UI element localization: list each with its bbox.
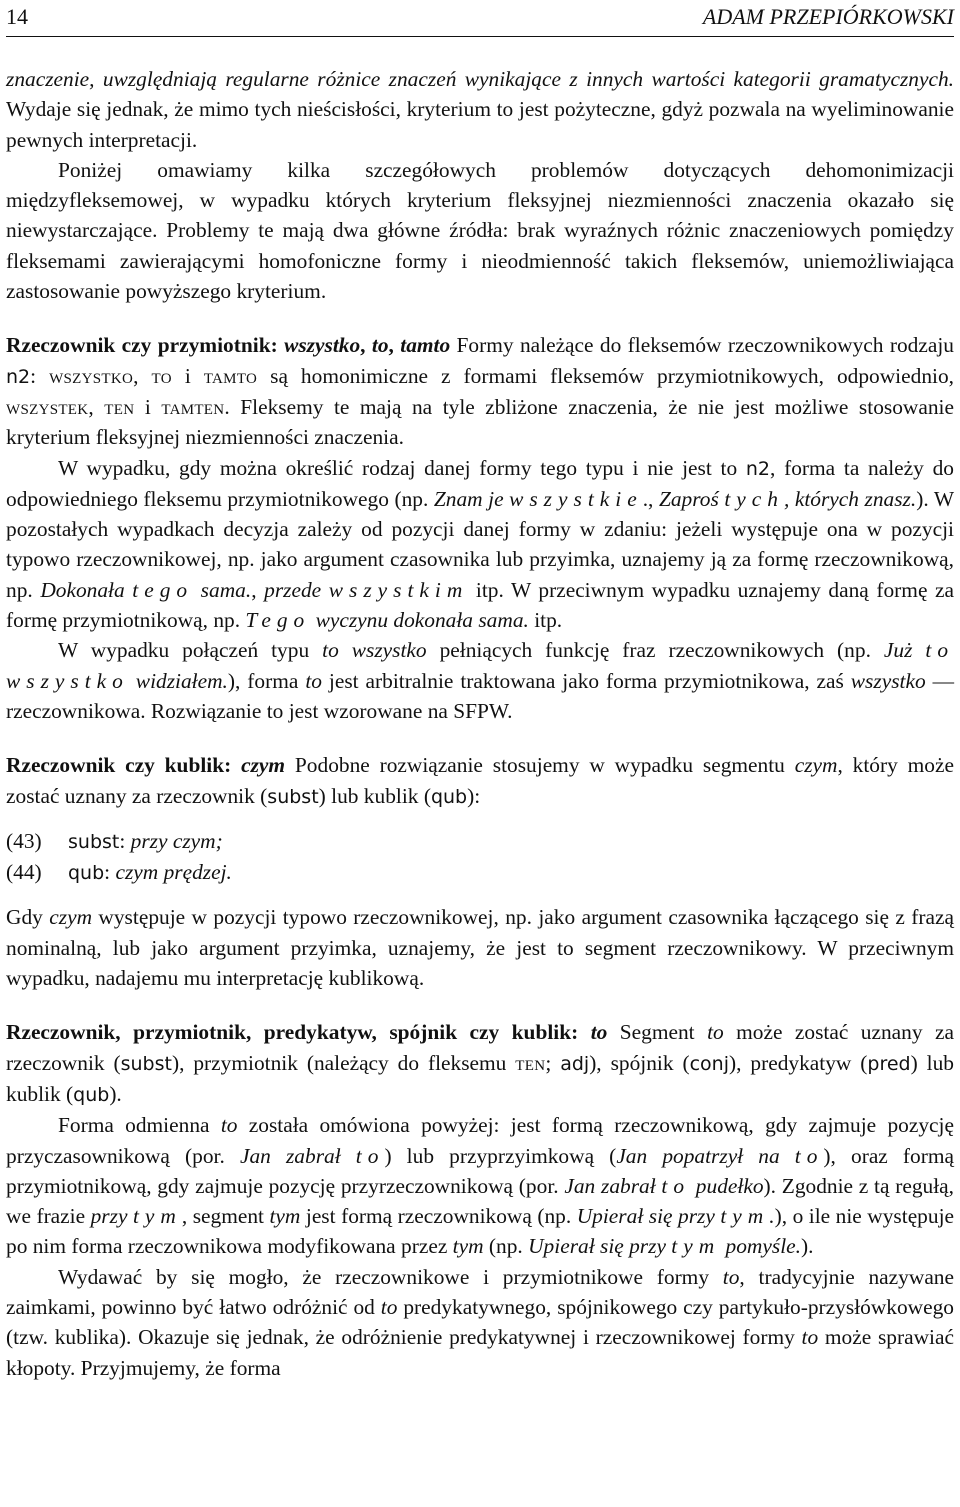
- text: ), forma: [227, 668, 306, 693]
- heading-word: to: [590, 1020, 608, 1045]
- text: predykatywnego, spójnikowego czy partykuło-przysłówkowego (tzw. kublika). Okazuje się jednak, że odróżnienie predykatywnej i rzeczownikowej formy: [6, 1294, 954, 1350]
- example: , których znasz.: [783, 486, 917, 511]
- example: to: [305, 668, 322, 693]
- tag: qub: [73, 1083, 110, 1106]
- example-number: (43): [6, 828, 42, 853]
- tag: subst: [120, 1052, 172, 1075]
- tag: pred: [867, 1052, 911, 1075]
- lexeme: ten: [515, 1050, 546, 1075]
- text: Formy należące do fleksemów rzeczownikowych rodzaju: [450, 333, 954, 358]
- example: czym: [49, 905, 93, 930]
- example-spaced: wszystkie: [509, 486, 643, 511]
- text: Wydawać by się mogło, że rzeczownikowe i przymiotnikowe formy: [58, 1264, 723, 1289]
- lexeme: to: [151, 363, 172, 388]
- heading-word: to: [371, 333, 389, 358]
- example-list: [6, 826, 954, 889]
- text: ), predykatyw (: [729, 1050, 868, 1075]
- text: ), o ile nie występuje po nim forma rzeczownikowa modyfikowana przez: [6, 1204, 955, 1259]
- heading-sep: ,: [360, 333, 366, 358]
- section-noun-or-kublik: [6, 750, 954, 812]
- lexeme: tamten: [161, 394, 225, 419]
- section-to: [6, 1017, 954, 1110]
- lexeme: tamto: [203, 363, 258, 388]
- text: ) lub kublik (: [318, 783, 431, 808]
- text: jest arbitralnie traktowana jako forma przymiotnikowa, zaś: [321, 668, 851, 693]
- example-spaced: to: [794, 1143, 824, 1168]
- header-rule: [6, 36, 954, 37]
- example: Znam je: [433, 486, 510, 511]
- page-header: [6, 0, 954, 42]
- text: . Fleksemy te mają na tyle zbliżone znaczenia, że nie jest możliwe stosowanie kryterium fleksyjnej niezmienności znaczenia.: [6, 394, 954, 450]
- tag: qub: [430, 785, 468, 808]
- text: ;: [545, 1050, 561, 1075]
- text: jest formą rzeczownikową (np.: [300, 1204, 577, 1229]
- running-title: ADAM PRZEPIÓRKOWSKI: [702, 4, 954, 29]
- text: itp.: [528, 608, 563, 633]
- example: widziałem.: [128, 668, 228, 693]
- text: może sprawiać kłopoty. Przyjmujemy, że forma: [6, 1325, 954, 1380]
- example-spaced: Tego: [245, 608, 311, 633]
- heading-word: wszystko: [284, 333, 361, 358]
- section-heading: Rzeczownik, przymiotnik, predykatyw, spójnik czy kublik:: [6, 1020, 579, 1045]
- example: tym: [452, 1234, 484, 1259]
- text: ). W pozostałych wypadkach decyzja zależy od pozycji danej formy w zdaniu: jeżeli występuje ona w pozycji typowo rzeczownikowej, np. jako argument czasownika lub przyimka, uznajemy ją za formę rzeczownikową, np.: [6, 486, 955, 602]
- example: Jan zabrał: [564, 1173, 662, 1198]
- text: — rzeczownikowa. Rozwiązanie to jest wzorowane na SFPW.: [6, 668, 954, 723]
- paragraph-to-inflected: [6, 1110, 954, 1261]
- example: Dokonała: [40, 577, 133, 602]
- text: W wypadku połączeń typu: [58, 638, 323, 663]
- example: to: [380, 1294, 398, 1319]
- paragraph-czym-rule: [6, 902, 954, 993]
- example-number: (44): [6, 860, 42, 885]
- text: Wydaje się jednak, że mimo tych nieścisłości, kryterium to jest pożyteczne, gdyż pozwala na wyeliminowanie pewnych interpretacji.: [6, 97, 954, 152]
- example: to: [220, 1113, 238, 1138]
- section-heading: Rzeczownik czy przymiotnik:: [6, 333, 278, 358]
- example-spaced: tego: [132, 577, 194, 602]
- text: ), spójnik (: [589, 1050, 690, 1075]
- text: Gdy: [6, 905, 50, 930]
- example: to: [801, 1325, 819, 1350]
- text: może zostać uznany za rzeczownik (: [6, 1020, 954, 1075]
- tag: conj: [689, 1052, 729, 1075]
- example-spaced: tych: [724, 486, 784, 511]
- text: pełniących funkcję fraz rzeczownikowych (np.: [426, 638, 884, 663]
- example: wszystko: [850, 668, 926, 693]
- paragraph-rule-gender: [6, 453, 954, 636]
- tag: adj: [560, 1052, 590, 1075]
- lexeme: wszystek: [6, 394, 89, 419]
- example: Upierał się przy: [528, 1234, 672, 1259]
- section-noun-or-adjective: [6, 330, 954, 452]
- text: ) lub kublik (: [6, 1050, 954, 1106]
- tag: qub: [68, 862, 105, 885]
- example: przede: [264, 577, 329, 602]
- text: W wypadku, gdy można określić rodzaj danej formy tego typu i nie jest to: [58, 455, 746, 480]
- paragraph-intro: [6, 64, 954, 155]
- example: to wszystko: [322, 638, 427, 663]
- text: :: [30, 363, 50, 388]
- example: pomyśle.: [720, 1234, 801, 1259]
- example: pudełko: [690, 1173, 764, 1198]
- example: Jan popatrzył na: [616, 1143, 795, 1168]
- paragraph-overview: Poniżej omawiamy kilka szczegółowych problemów dotyczących dehomonimizacji międzyfleksemowej, w wypadku których kryterium fleksyjnej niezmienności znaczenia okazało się niewystarczające. Problemy te mają dwa główne źródła: brak wyraźnych różnic znaczeniowych pomiędzy fleksemami zawierającymi homofoniczne formy i nieodmienność takich fleksemów, uniemożliwiająca zastosowanie powyższego kryterium.: [6, 157, 954, 304]
- text: ), przymiotnik (należący do fleksemu: [171, 1050, 516, 1075]
- example: Upierał się przy: [576, 1204, 721, 1229]
- text: ).: [800, 1234, 814, 1259]
- example: Już: [883, 638, 926, 663]
- example: przy: [90, 1204, 133, 1229]
- example: sama.: [193, 577, 252, 602]
- example: .: [769, 1204, 775, 1229]
- text: występuje w pozycji typowo rzeczownikowej, np. jako argument czasownika łączącego się z frazą nominalną, lub jako argument przyimka, uznajemy, że jest to segment rzeczownikowy. W przeciwnym wypadku, nadajemu mu interpretację kublikową.: [6, 905, 955, 991]
- example: to: [722, 1264, 740, 1289]
- section-heading: Rzeczownik czy kublik:: [6, 753, 232, 778]
- page: [6, 0, 954, 1383]
- text: , tradycyjnie nazywane zaimkami, powinno być łatwo odróżnić od: [6, 1264, 954, 1319]
- example: Zaproś: [658, 486, 725, 511]
- example-spaced: to: [661, 1173, 691, 1198]
- text: ), oraz formą przymiotnikową, gdy zajmuje pozycję przyrzeczownikową (por.: [6, 1143, 954, 1198]
- tag: n2: [745, 457, 771, 480]
- italic-text: znaczenie, uwzględniają regularne różnice znaczeń wynikające z innych wartości kategorii gramatycznych.: [6, 67, 954, 91]
- tag: subst: [267, 785, 319, 808]
- text: została omówiona powyżej: jest formą rzeczownikową, gdy zajmuje pozycję przyczasownikową (por.: [6, 1113, 954, 1168]
- example-spaced: tym: [132, 1204, 182, 1229]
- text: Podobne rozwiązanie stosujemy w wypadku segmentu: [285, 753, 795, 778]
- page-number: 14: [6, 4, 28, 29]
- example-spaced: to: [355, 1143, 385, 1168]
- text: , segment: [181, 1204, 270, 1229]
- text: itp. W przeciwnym wypadku uznajemy daną formę za formę przymiotnikową, np.: [6, 577, 954, 633]
- text: ,: [251, 577, 265, 602]
- text: :: [104, 860, 116, 885]
- text: ,: [133, 363, 152, 388]
- text: , który może zostać uznany za rzeczownik (: [6, 753, 954, 808]
- text: ,: [88, 394, 105, 419]
- example: wyczynu dokonała sama.: [310, 608, 529, 633]
- heading-word: tamto: [400, 333, 451, 358]
- text: (np.: [483, 1234, 529, 1259]
- example: czym: [794, 753, 838, 778]
- example-item: [6, 857, 954, 888]
- example-item: [6, 826, 954, 857]
- example: czym prędzej.: [115, 860, 232, 885]
- heading-sep: ,: [388, 333, 394, 358]
- example: przy czym;: [130, 828, 223, 853]
- example-spaced: tym: [720, 1204, 770, 1229]
- text: , forma ta należy do odpowiedniego fleksemu przymiotnikowego (np.: [6, 455, 954, 511]
- paragraph-rule-phrases: [6, 635, 954, 726]
- text: ):: [467, 783, 481, 808]
- tag: n2: [6, 365, 31, 388]
- example-spaced: wszystkim: [328, 577, 469, 602]
- text: i: [171, 363, 204, 388]
- text: Segment: [607, 1020, 708, 1045]
- text: :: [119, 828, 131, 853]
- text: Forma odmienna: [58, 1113, 221, 1138]
- lexeme: ten: [104, 394, 135, 419]
- text: ). Zgodnie z tą regułą, we frazie: [6, 1173, 954, 1229]
- example-spaced: wszystko: [6, 668, 129, 693]
- example-spaced: to: [925, 638, 955, 663]
- text: są homonimiczne z formami fleksemów przymiotnikowych, odpowiednio,: [257, 363, 954, 388]
- example: Jan zabrał: [239, 1143, 356, 1168]
- example: tym: [269, 1204, 301, 1229]
- example-spaced: tym: [671, 1234, 721, 1259]
- tag: subst: [68, 830, 120, 853]
- paragraph-to-predicative: [6, 1262, 954, 1383]
- example: to: [707, 1020, 724, 1045]
- lexeme: wszystko: [49, 363, 134, 388]
- heading-word: czym: [241, 753, 286, 778]
- text: i: [134, 394, 162, 419]
- text: ).: [109, 1081, 122, 1106]
- text: ) lub przyprzyimkową (: [384, 1143, 617, 1168]
- text: .,: [642, 486, 659, 511]
